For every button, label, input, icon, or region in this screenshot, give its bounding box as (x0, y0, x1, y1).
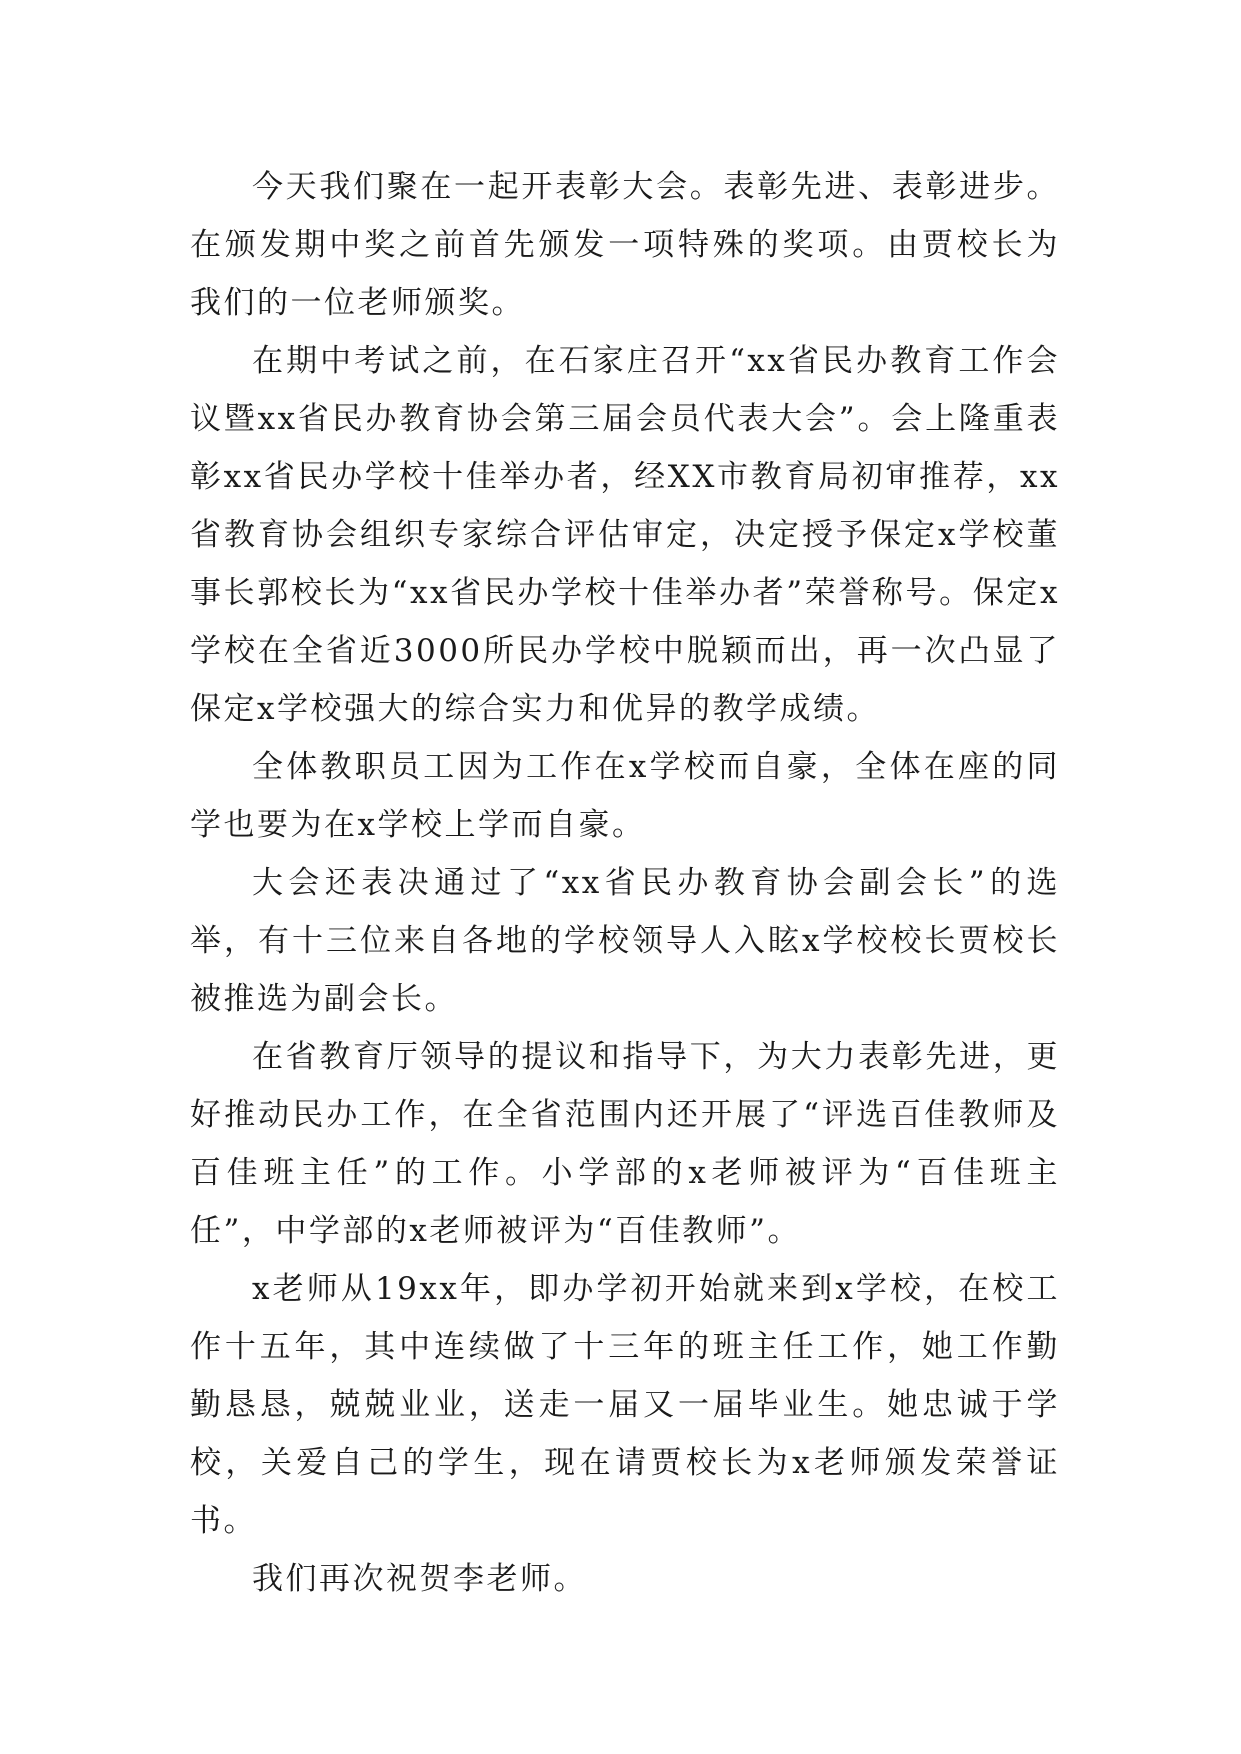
document-body (190, 158, 1060, 1608)
paragraph-7: 我们再次祝贺李老师。 (252, 1561, 587, 1597)
paragraph-6: x老师从19xx年，即办学初开始就来到x学校，在校工作十五年，其中连续做了十三年的班主任工作，她工作勤勤恳恳，兢兢业业，送走一届又一届毕业生。她忠诚于学校，关爱自己的学生，现在请贾校长为x老师颁发荣誉证书。 (190, 1271, 1060, 1539)
paragraph-3: 全体教职员工因为工作在x学校而自豪，全体在座的同学也要为在x学校上学而自豪。 (190, 749, 1060, 843)
paragraph-4: 大会还表决通过了“xx省民办教育协会副会长”的选举，有十三位来自各地的学校领导人入眩x学校校长贾校长被推选为副会长。 (190, 865, 1060, 1017)
paragraph-5: 在省教育厅领导的提议和指导下，为大力表彰先进，更好推动民办工作，在全省范围内还开展了“评选百佳教师及百佳班主任”的工作。小学部的x老师被评为“百佳班主任”，中学部的x老师被评为“百佳教师”。 (190, 1039, 1060, 1249)
paragraph-1: 今天我们聚在一起开表彰大会。表彰先进、表彰进步。在颁发期中奖之前首先颁发一项特殊的奖项。由贾校长为我们的一位老师颁奖。 (190, 169, 1060, 321)
paragraph-2: 在期中考试之前，在石家庄召开“xx省民办教育工作会议暨xx省民办教育协会第三届会员代表大会”。会上隆重表彰xx省民办学校十佳举办者，经XX市教育局初审推荐，xx省教育协会组织专家综合评估审定，决定授予保定x学校董事长郭校长为“xx省民办学校十佳举办者”荣誉称号。保定x学校在全省近3000所民办学校中脱颖而出，再一次凸显了保定x学校强大的综合实力和优异的教学成绩。 (190, 343, 1060, 727)
